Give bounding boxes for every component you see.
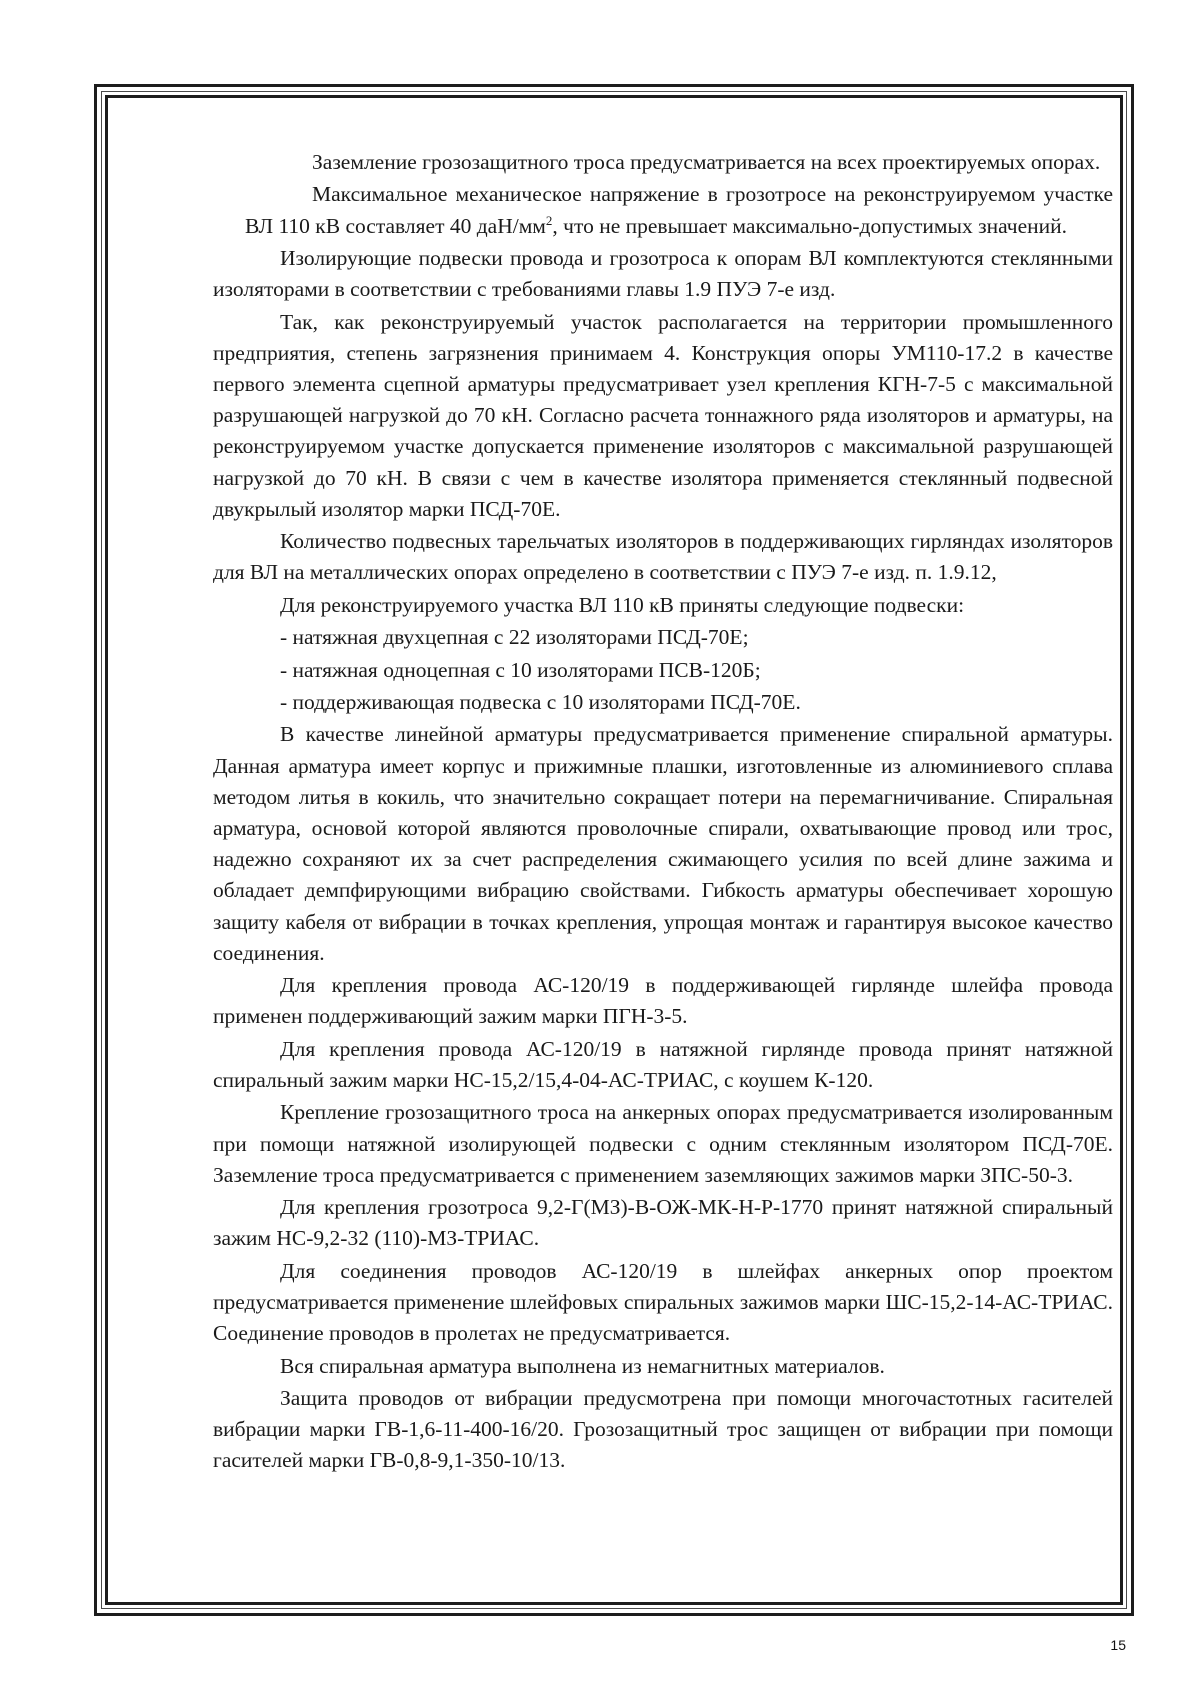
list-item: - натяжная двухцепная с 22 изоляторами ПСД-70Е; xyxy=(280,625,749,650)
paragraph xyxy=(245,179,1113,241)
list-item: - натяжная одноцепная с 10 изоляторами ПСВ-120Б; xyxy=(280,657,761,682)
paragraph: В качестве линейной арматуры предусматривается применение спиральной арматуры. Данная арматура имеет корпус и прижимные плашки, изготовленные из алюминиевого сплава методом литья в кокиль, что значительно сокращает потери на перемагничивание. Спиральная арматура, основой которой являются проволочные спирали, охватывающие провод или трос, надежно сохраняют их за счет распределения сжимающего усилия по всей длине зажима и обладает демпфирующими вибрацию свойствами. Гибкость арматуры обеспечивает хорошую защиту кабеля от вибрации в точках крепления, упрощая монтаж и гарантируя высокое качество соединения. xyxy=(213,722,1113,965)
paragraph: Заземление грозозащитного троса предусматривается на всех проектируемых опорах. xyxy=(312,150,1101,174)
paragraph: Для крепления провода АС-120/19 в натяжной гирлянде провода принят натяжной спиральный зажим марки НС-15,2/15,4-04-АС-ТРИАС, с коушем К-120. xyxy=(213,1036,1113,1092)
page-number: 15 xyxy=(1110,1637,1126,1653)
paragraph: Для соединения проводов АС-120/19 в шлейфах анкерных опор проектом предусматривается применение шлейфовых спиральных зажимов марки ШС-15,2-14-АС-ТРИАС. Соединение проводов в пролетах не предусматривается. xyxy=(213,1258,1113,1346)
paragraph: Вся спиральная арматура выполнена из немагнитных материалов. xyxy=(280,1353,885,1378)
paragraph: Изолирующие подвески провода и грозотроса к опорам ВЛ комплектуются стеклянными изоляторами в соответствии с требованиями главы 1.9 ПУЭ 7-е изд. xyxy=(213,245,1113,302)
superscript: 2 xyxy=(545,212,553,228)
paragraph: Так, как реконструируемый участок располагается на территории промышленного предприятия, степень загрязнения принимаем 4. Конструкция опоры УМ110-17.2 в качестве первого элемента сцепной арматуры предусматривает узел крепления КГН-7-5 с максимальной разрушающей нагрузкой до 70 кН. Согласно расчета тоннажного ряда изоляторов и арматуры, на реконструируемом участке допускается применение изоляторов с максимальной разрушающей нагрузкой до 70 кН. В связи с чем в качестве изолятора применяется стеклянный подвесной двукрылый изолятор марки ПСД-70Е. xyxy=(213,309,1113,521)
paragraph: Крепление грозозащитного троса на анкерных опорах предусматривается изолированным при помощи натяжной изолирующей подвески с одним стеклянным изолятором ПСД-70Е. Заземление троса предусматривается с применением заземляющих зажимов марки ЗПС-50-3. xyxy=(213,1100,1113,1187)
paragraph: Для реконструируемого участка ВЛ 110 кВ приняты следующие подвески: xyxy=(280,592,965,617)
paragraph: Защита проводов от вибрации предусмотрена при помощи многочастотных гасителей вибрации марки ГВ-1,6-11-400-16/20. Грозозащитный трос защищен от вибрации при помощи гасителей марки ГВ-0,8-9,1-350-10/13. xyxy=(213,1385,1113,1473)
paragraph: Для крепления провода АС-120/19 в поддерживающей гирлянде шлейфа провода применен поддерживающий зажим марки ПГН-3-5. xyxy=(213,973,1113,1029)
paragraph: Количество подвесных тарельчатых изоляторов в поддерживающих гирляндах изоляторов для ВЛ на металлических опорах определено в соответствии с ПУЭ 7-е изд. п. 1.9.12, xyxy=(213,529,1113,585)
paragraph-text-tail: , что не превышает максимально-допустимых значений. xyxy=(552,213,1068,238)
list-item: - поддерживающая подвеска с 10 изоляторами ПСД-70Е. xyxy=(280,689,801,714)
paragraph-text: Максимальное механическое напряжение в грозотросе на реконструируемом участке ВЛ 110 кВ составляет 40 даН/мм xyxy=(245,182,1113,238)
document-body xyxy=(213,147,1113,1478)
paragraph: Для крепления грозотроса 9,2-Г(МЗ)-В-ОЖ-МК-Н-Р-1770 принят натяжной спиральный зажим НС-9,2-32 (110)-МЗ-ТРИАС. xyxy=(213,1195,1113,1251)
